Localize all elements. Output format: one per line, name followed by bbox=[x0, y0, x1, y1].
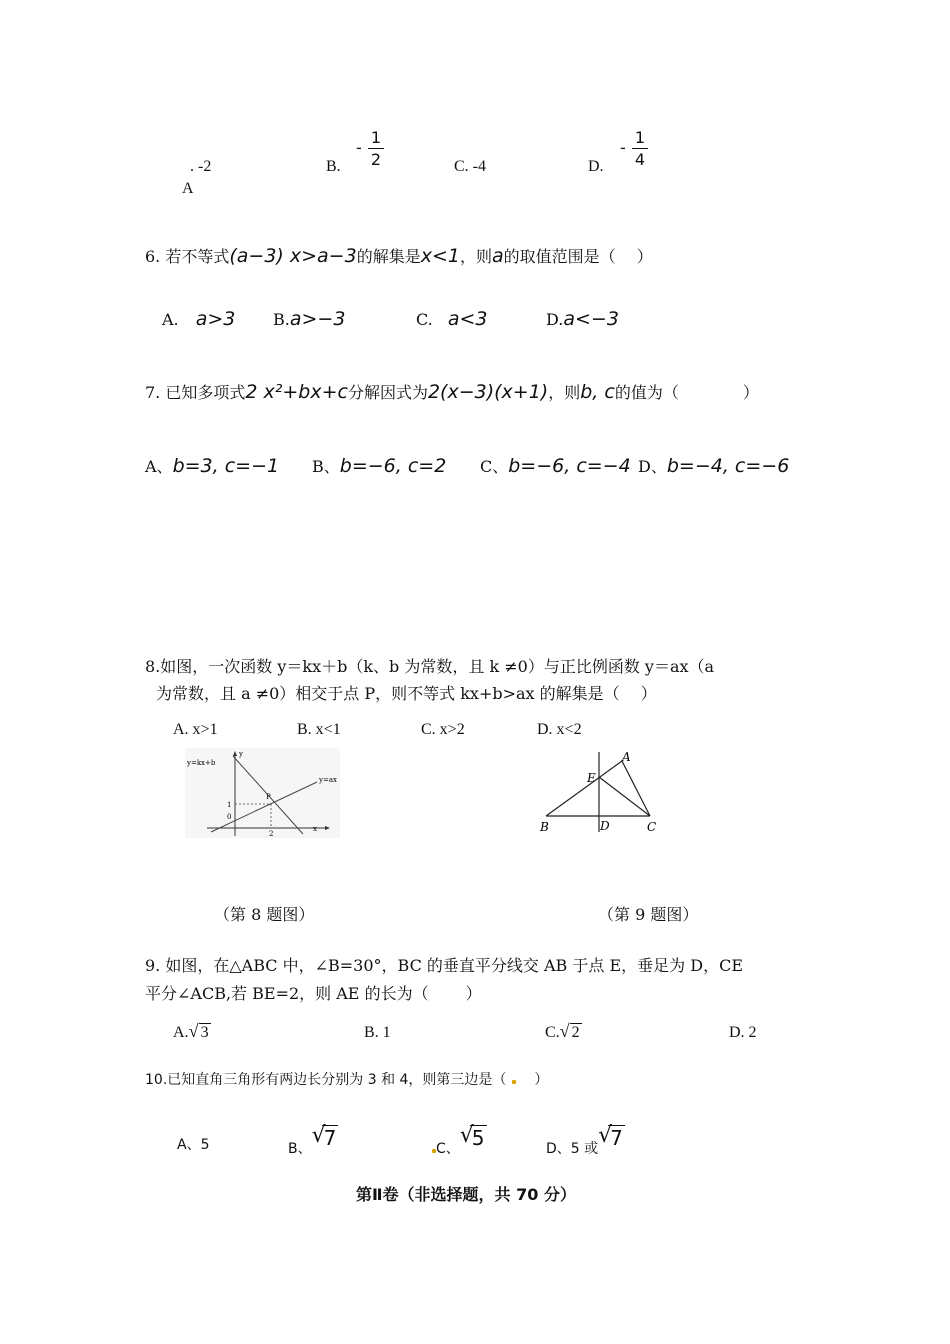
side-ba bbox=[546, 761, 622, 816]
q6-option-c-label: C. bbox=[416, 310, 433, 329]
q5-option-a-label: A bbox=[182, 180, 194, 197]
q9-option-a bbox=[173, 1021, 211, 1042]
label-y-kx-b: y=kx+b bbox=[187, 759, 216, 767]
q7-question bbox=[145, 380, 759, 403]
q8-line-1: 8.如图，一次函数 y＝kx＋b（k、b 为常数，且 k ≠0）与正比例函数 y＝ax（a bbox=[145, 657, 715, 676]
q7-option-d-value: b=−4, c=−6 bbox=[666, 455, 790, 477]
segment-ce bbox=[599, 777, 650, 816]
q10-text-pre: 10.已知直角三角形有两边长分别为 3 和 4，则第三边是（ bbox=[145, 1072, 507, 1088]
q6-question bbox=[145, 244, 653, 267]
q6-end: 的取值范围是（ ） bbox=[503, 247, 653, 266]
q10-text-post: ） bbox=[520, 1072, 549, 1088]
section-heading: 第Ⅱ卷（非选择题，共 70 分） bbox=[356, 1185, 576, 1204]
label-p: P bbox=[266, 793, 271, 801]
q8-option-a: A. x>1 bbox=[173, 721, 218, 738]
q6-option-c-value: a<3 bbox=[447, 308, 488, 330]
q6-mid: 的解集是 bbox=[356, 247, 421, 266]
q7-variables: b, c bbox=[580, 381, 615, 403]
q10-option-d-label: D、5 或 bbox=[546, 1141, 599, 1157]
point-d: D bbox=[600, 819, 610, 833]
label-zero: 0 bbox=[227, 813, 232, 821]
radicand: 3 bbox=[200, 1024, 209, 1041]
q10-option-b bbox=[288, 1123, 338, 1157]
q7-option-b-value: b=−6, c=2 bbox=[339, 455, 447, 477]
q5-option-a-text: . -2 bbox=[190, 158, 212, 175]
q6-option-a-value: a>3 bbox=[195, 308, 236, 330]
sqrt-symbol: √ 5 bbox=[459, 1123, 485, 1150]
q9-option-d: D. 2 bbox=[729, 1024, 757, 1041]
q6-option-d-label: D. bbox=[546, 310, 564, 329]
q7-option-d-label: D、 bbox=[638, 457, 667, 476]
side-ac bbox=[622, 761, 650, 816]
fraction-numerator: 1 bbox=[370, 128, 382, 147]
q5-option-a bbox=[190, 158, 211, 176]
q5-option-d-fraction bbox=[632, 128, 648, 169]
q6-solution: x<1 bbox=[420, 245, 460, 267]
q8-figure-caption: （第 8 题图） bbox=[214, 905, 315, 924]
q9-option-c-label: C. bbox=[545, 1024, 560, 1041]
sqrt-symbol: √ 3 bbox=[188, 1021, 209, 1041]
q7-option-c-label: C、 bbox=[480, 457, 509, 476]
sqrt-symbol: √ 7 bbox=[311, 1123, 337, 1150]
q9-option-c bbox=[545, 1021, 582, 1042]
q9-triangle-figure bbox=[536, 748, 666, 838]
label-two: 2 bbox=[269, 830, 274, 838]
q8-line-2: 为常数，且 a ≠0）相交于点 P，则不等式 kx+b>ax 的解集是（ ） bbox=[156, 684, 657, 703]
q7-option-c bbox=[480, 454, 631, 477]
q6-variable: a bbox=[492, 245, 504, 267]
marker-icon bbox=[512, 1080, 516, 1084]
q5-option-d-minus: - bbox=[620, 138, 626, 157]
q10-option-d bbox=[546, 1123, 625, 1157]
q6-after: ，则 bbox=[459, 247, 492, 266]
q7-prefix: 7. 已知多项式 bbox=[145, 383, 246, 402]
q6-option-d-value: a<−3 bbox=[563, 308, 619, 330]
q6-option-a-label: A. bbox=[162, 310, 179, 329]
radicand: 5 bbox=[471, 1126, 485, 1150]
q10-option-a: A、5 bbox=[177, 1137, 210, 1153]
point-e: E bbox=[587, 771, 596, 785]
vertex-b: B bbox=[540, 820, 549, 834]
q7-option-a-value: b=3, c=−1 bbox=[172, 455, 280, 477]
label-y-axis: y bbox=[239, 750, 243, 758]
q5-option-b-minus: - bbox=[356, 138, 362, 157]
radicand: 7 bbox=[610, 1126, 623, 1150]
q8-option-c: C. x>2 bbox=[421, 721, 465, 738]
q7-option-c-value: b=−6, c=−4 bbox=[508, 455, 631, 477]
q6-option-b-value: a>−3 bbox=[289, 308, 346, 330]
q8-function-graph bbox=[185, 748, 340, 838]
sqrt-symbol: √ 7 bbox=[598, 1123, 623, 1150]
q7-option-a-label: A、 bbox=[145, 457, 173, 476]
label-y-ax: y=ax bbox=[319, 776, 337, 784]
q7-end: 的值为（ ） bbox=[614, 383, 759, 402]
q5-option-d-label: D. bbox=[588, 158, 604, 175]
q7-polynomial: 2 x²+bx+c bbox=[245, 381, 348, 403]
q10-question bbox=[145, 1069, 548, 1089]
q9-line-1: 9. 如图，在△ABC 中，∠B=30°，BC 的垂直平分线交 AB 于点 E，垂足为 D，CE bbox=[145, 956, 743, 975]
q6-option-c bbox=[416, 308, 488, 330]
q6-prefix: 6. 若不等式 bbox=[145, 247, 230, 266]
fraction-denominator: 2 bbox=[370, 150, 382, 169]
radicand: 2 bbox=[571, 1024, 580, 1041]
q8-option-d: D. x<2 bbox=[537, 721, 582, 738]
q7-option-a bbox=[145, 454, 279, 477]
fraction-numerator: 1 bbox=[634, 128, 646, 147]
radicand: 7 bbox=[323, 1126, 337, 1150]
q5-option-b-fraction bbox=[368, 128, 384, 169]
q10-option-b-label: B、 bbox=[288, 1141, 312, 1157]
q6-inequality: (a−3) x>a−3 bbox=[229, 245, 357, 267]
vertex-c: C bbox=[647, 820, 657, 834]
q10-option-c bbox=[432, 1123, 487, 1157]
sqrt-symbol: √ 2 bbox=[559, 1021, 580, 1041]
q7-after: ，则 bbox=[548, 383, 581, 402]
q10-option-c-label: C、 bbox=[436, 1141, 460, 1157]
q6-option-a bbox=[162, 308, 235, 330]
q9-figure-caption: （第 9 题图） bbox=[598, 905, 699, 924]
label-one: 1 bbox=[227, 801, 232, 809]
q5-option-c: C. -4 bbox=[454, 158, 486, 175]
q8-option-b: B. x<1 bbox=[297, 721, 341, 738]
q7-factorization: 2(x−3)(x+1) bbox=[427, 381, 549, 403]
q7-option-d bbox=[638, 454, 789, 477]
q6-option-b-label: B. bbox=[273, 310, 290, 329]
q9-option-a-label: A. bbox=[173, 1024, 189, 1041]
q7-option-b bbox=[312, 454, 446, 477]
fraction-denominator: 4 bbox=[634, 150, 646, 169]
vertex-a: A bbox=[622, 750, 631, 764]
q5-option-b-label: B. bbox=[326, 158, 341, 175]
q6-option-b bbox=[273, 308, 345, 330]
q6-option-d bbox=[546, 308, 619, 330]
q9-line-2: 平分∠ACB,若 BE=2，则 AE 的长为（ ） bbox=[145, 984, 482, 1003]
q7-mid: 分解因式为 bbox=[347, 383, 428, 402]
q7-option-b-label: B、 bbox=[312, 457, 340, 476]
label-x-axis: x bbox=[313, 825, 317, 833]
q9-option-b: B. 1 bbox=[364, 1024, 391, 1041]
